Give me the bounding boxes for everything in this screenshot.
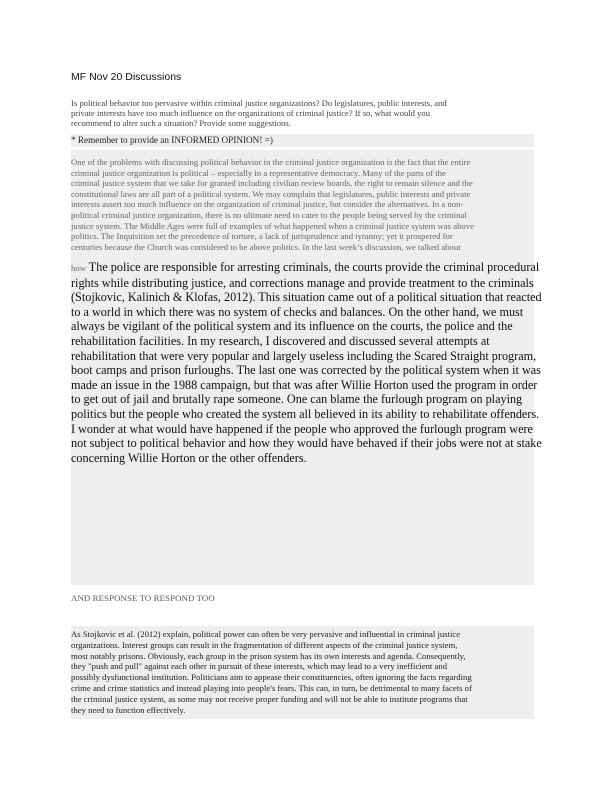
response-paragraph-small <box>71 157 534 252</box>
prompt-line: recommend to alter such a situation? Provide some suggestions. <box>71 118 291 129</box>
first-word: how <box>71 263 86 273</box>
paragraph-line: rehabilitation facilities. In my research, I discovered and discussed several attempts at <box>71 333 490 348</box>
second-response-paragraph <box>71 629 534 715</box>
paragraph-line: rights while distributing justice, and corrections manage and provide treatment to the criminals <box>71 275 534 290</box>
paragraph-line: concerning Willie Horton or the other offenders. <box>71 450 307 465</box>
document-title: MF Nov 20 Discussions <box>71 71 182 83</box>
paragraph-line: As Stojkovic et al. (2012) explain, political power can often be very pervasive and influential in criminal justice <box>71 629 461 639</box>
paragraph-line: they need to function effectively. <box>71 704 186 715</box>
paragraph-line: political criminal justice organization, there is no ultimate need to cater to the people being served by the criminal <box>71 209 467 220</box>
paragraph-line: politics but the people who created the system all believed in its ability to rehabilitate offenders. <box>71 406 540 421</box>
respond-heading: AND RESPONSE TO RESPOND TOO <box>71 593 215 603</box>
paragraph-line: One of the problems with discussing political behavior in the criminal justice organization is the fact that the entire <box>71 157 471 167</box>
paragraph-line: crime and crime statistics and instead playing into people's fears. This can, in turn, be detrimental to many facets of <box>71 682 472 693</box>
response-paragraph-large <box>71 260 542 465</box>
paragraph-line: centuries because the Church was considered to be above politics. In the last week’s discussion, we talked about <box>71 241 461 252</box>
paragraph-line: organizations. Interest groups can result in the fragmentation of different aspects of the criminal justice system, <box>71 639 458 650</box>
paragraph-line: justice system. The Middle Ages were full of examples of what happened when a criminal justice system was above <box>71 220 474 231</box>
reminder-note: * Remember to provide an INFORMED OPINION! =) <box>71 134 534 147</box>
paragraph-line: always be vigilant of the political system and its influence on the courts, the police and the <box>71 319 513 334</box>
paragraph-line: criminal justice system that we take for granted including civilian review boards, the right to remain silence and the <box>71 178 473 189</box>
paragraph-line: possibly dysfunctional institution. Politicians aim to appease their constituencies, often ignoring the facts regarding <box>71 672 472 683</box>
paragraph-line: rehabilitation that were very popular and largely useless including the Scared Straight program, <box>71 348 537 363</box>
prompt-line: Is political behavior too pervasive within criminal justice organizations? Do legislatures, public interests, and <box>71 98 447 108</box>
paragraph-line: they "push and pull" against each other in pursuit of these interests, which may lead to a very inefficient and <box>71 661 448 672</box>
paragraph-line: the criminal justice system, as some may not receive proper funding and will not be able to institute programs that <box>71 693 468 704</box>
paragraph-line: not subject to political behavior and how they would have behaved if their jobs were not at stake <box>71 436 542 451</box>
paragraph-line: politics. The Inquisition set the precedence of torture, a lack of jurisprudence and tyranny; yet it prospered for <box>71 231 453 242</box>
paragraph-line: made an issue in the 1988 campaign, but that was after Willie Horton used the program in order <box>71 377 538 392</box>
paragraph-line: (Stojkovic, Kalinich & Klofas, 2012). This situation came out of a political situation that reacted <box>71 290 542 305</box>
paragraph-line: constitutional laws are all part of a political system. We may complain that legislatures, public interests and private <box>71 188 471 199</box>
paragraph-line: boot camps and prison furloughs. The last one was corrected by the political system when it was <box>71 363 541 378</box>
paragraph-line: to get out of jail and brutally rape someone. One can blame the furlough program on playing <box>71 392 523 407</box>
discussion-prompt <box>71 98 531 129</box>
paragraph-line: interests assert too much influence on the organization of criminal justice, but consider the alternatives. In a non- <box>71 199 464 210</box>
paragraph-first-line <box>71 260 540 276</box>
first-line-text: The police are responsible for arresting criminals, the courts provide the criminal procedural <box>85 260 540 274</box>
paragraph-line: I wonder at what would have happened if the people who approved the furlough program were <box>71 421 533 436</box>
paragraph-line: to a world in which there was no system of checks and balances. On the other hand, we must <box>71 304 524 319</box>
paragraph-line: criminal justice organization is political – especially in a representative democracy. Many of the parts of the <box>71 167 446 178</box>
paragraph-line: most notably prisons. Obviously, each group in the prison system has its own interests and agenda. Consequently, <box>71 650 466 661</box>
prompt-line: private interests have too much influence on the organizations of criminal justice? If so, what would you <box>71 108 431 119</box>
